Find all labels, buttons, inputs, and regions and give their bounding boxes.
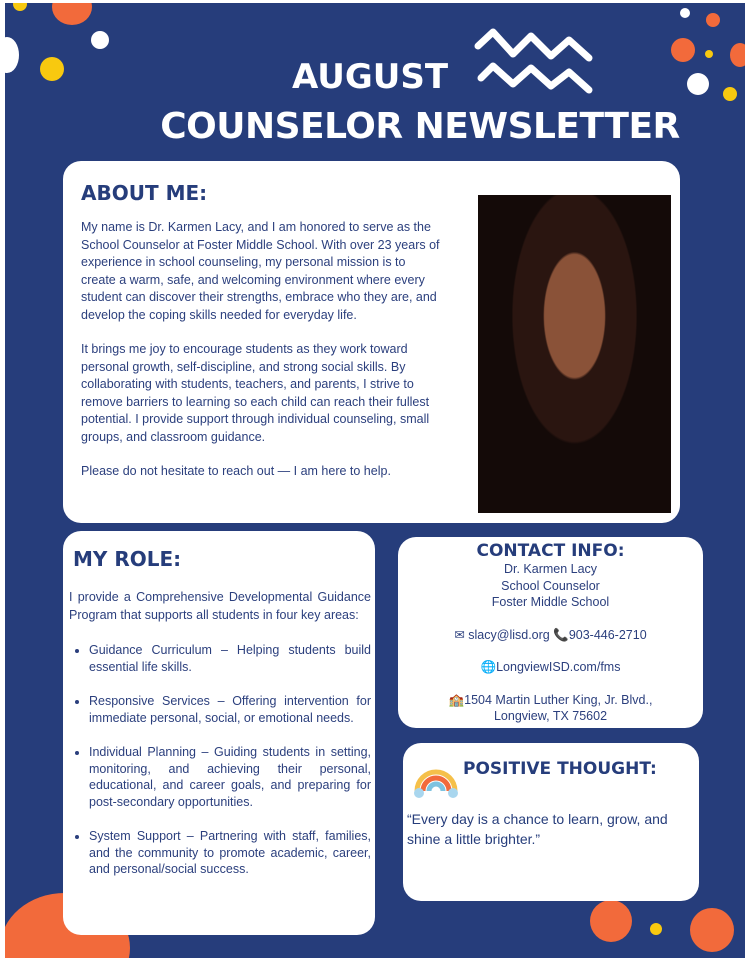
contact-title: School Counselor: [501, 578, 600, 593]
decor-dot: [91, 31, 109, 49]
school-icon: 🏫: [448, 692, 465, 707]
decor-dot: [687, 73, 709, 95]
role-item: • System Support – Partnering with staff, families, and the community to promote academic, career, and personal/social success.: [89, 828, 371, 878]
thought-card: [403, 743, 699, 901]
thought-quote: “Every day is a chance to learn, grow, and shine a little brighter.”: [407, 811, 668, 847]
about-paragraph: Please do not hesitate to reach out — I am here to help.: [81, 464, 391, 478]
decor-dot: [690, 908, 734, 952]
about-paragraph: It brings me joy to encourage students as they work toward personal growth, self-discipline, and strong social skills. By collaborating with students, teachers, and parents, I strive to remove barriers to learning so each child can reach their fullest potential. I provide support through individual counseling, small groups, and classroom guidance.: [81, 342, 430, 444]
decor-dot: [705, 50, 713, 58]
decor-dot: [5, 37, 19, 73]
role-intro: I provide a Comprehensive Developmental Guidance Program that supports all students in four key areas:: [69, 590, 371, 622]
title-line-1: AUGUST: [291, 57, 449, 97]
globe-icon: 🌐: [480, 660, 497, 674]
phone-number[interactable]: 903-446-2710: [568, 627, 647, 642]
about-heading: ABOUT ME:: [81, 181, 208, 205]
decor-dot: [706, 13, 720, 27]
role-heading: MY ROLE:: [73, 547, 182, 571]
decor-dot: [52, 3, 92, 25]
email-link[interactable]: slacy@lisd.org: [468, 627, 550, 642]
rainbow-icon: [411, 747, 461, 799]
address-line-2: Longview, TX 75602: [493, 709, 608, 723]
role-item: • Responsive Services – Offering intervention for immediate personal, social, or emotional needs.: [89, 693, 371, 726]
about-paragraph: My name is Dr. Karmen Lacy, and I am honored to serve as the School Counselor at Foster Middle School. With over 23 years of experience in school counseling, my personal mission is to create a warm, safe, and welcoming environment where every student can discover their strengths, embrace who they are, and develop the coping skills needed for everyday life.: [81, 220, 440, 322]
address-line-1: 1504 Martin Luther King, Jr. Blvd.,: [464, 692, 653, 707]
role-item: • Guidance Curriculum – Helping students build essential life skills.: [89, 642, 371, 675]
contact-card: [398, 537, 703, 728]
contact-school: Foster Middle School: [491, 595, 610, 609]
counselor-photo: [478, 195, 671, 513]
role-item: • Individual Planning – Guiding students in setting, monitoring, and achieving their personal, educational, and career goals, and preparing for post-secondary opportunities.: [89, 744, 371, 810]
decor-dot: [650, 923, 662, 935]
mail-icon: ✉: [454, 627, 465, 642]
wave-icon: [473, 28, 633, 98]
thought-heading: POSITIVE THOUGHT:: [463, 759, 657, 779]
website-link[interactable]: LongviewISD.com/fms: [496, 660, 621, 674]
newsletter-page: [5, 3, 745, 958]
decor-dot: [40, 57, 64, 81]
role-card: [63, 531, 375, 935]
title-line-2: COUNSELOR NEWSLETTER: [160, 106, 680, 147]
contact-heading: CONTACT INFO:: [476, 541, 625, 561]
phone-icon: 📞: [553, 627, 569, 642]
decor-dot: [723, 87, 737, 101]
decor-dot: [730, 43, 745, 67]
decor-dot: [671, 38, 695, 62]
decor-dot: [590, 900, 632, 942]
decor-dot: [13, 3, 27, 11]
contact-name: Dr. Karmen Lacy: [503, 562, 598, 576]
decor-dot: [680, 8, 690, 18]
